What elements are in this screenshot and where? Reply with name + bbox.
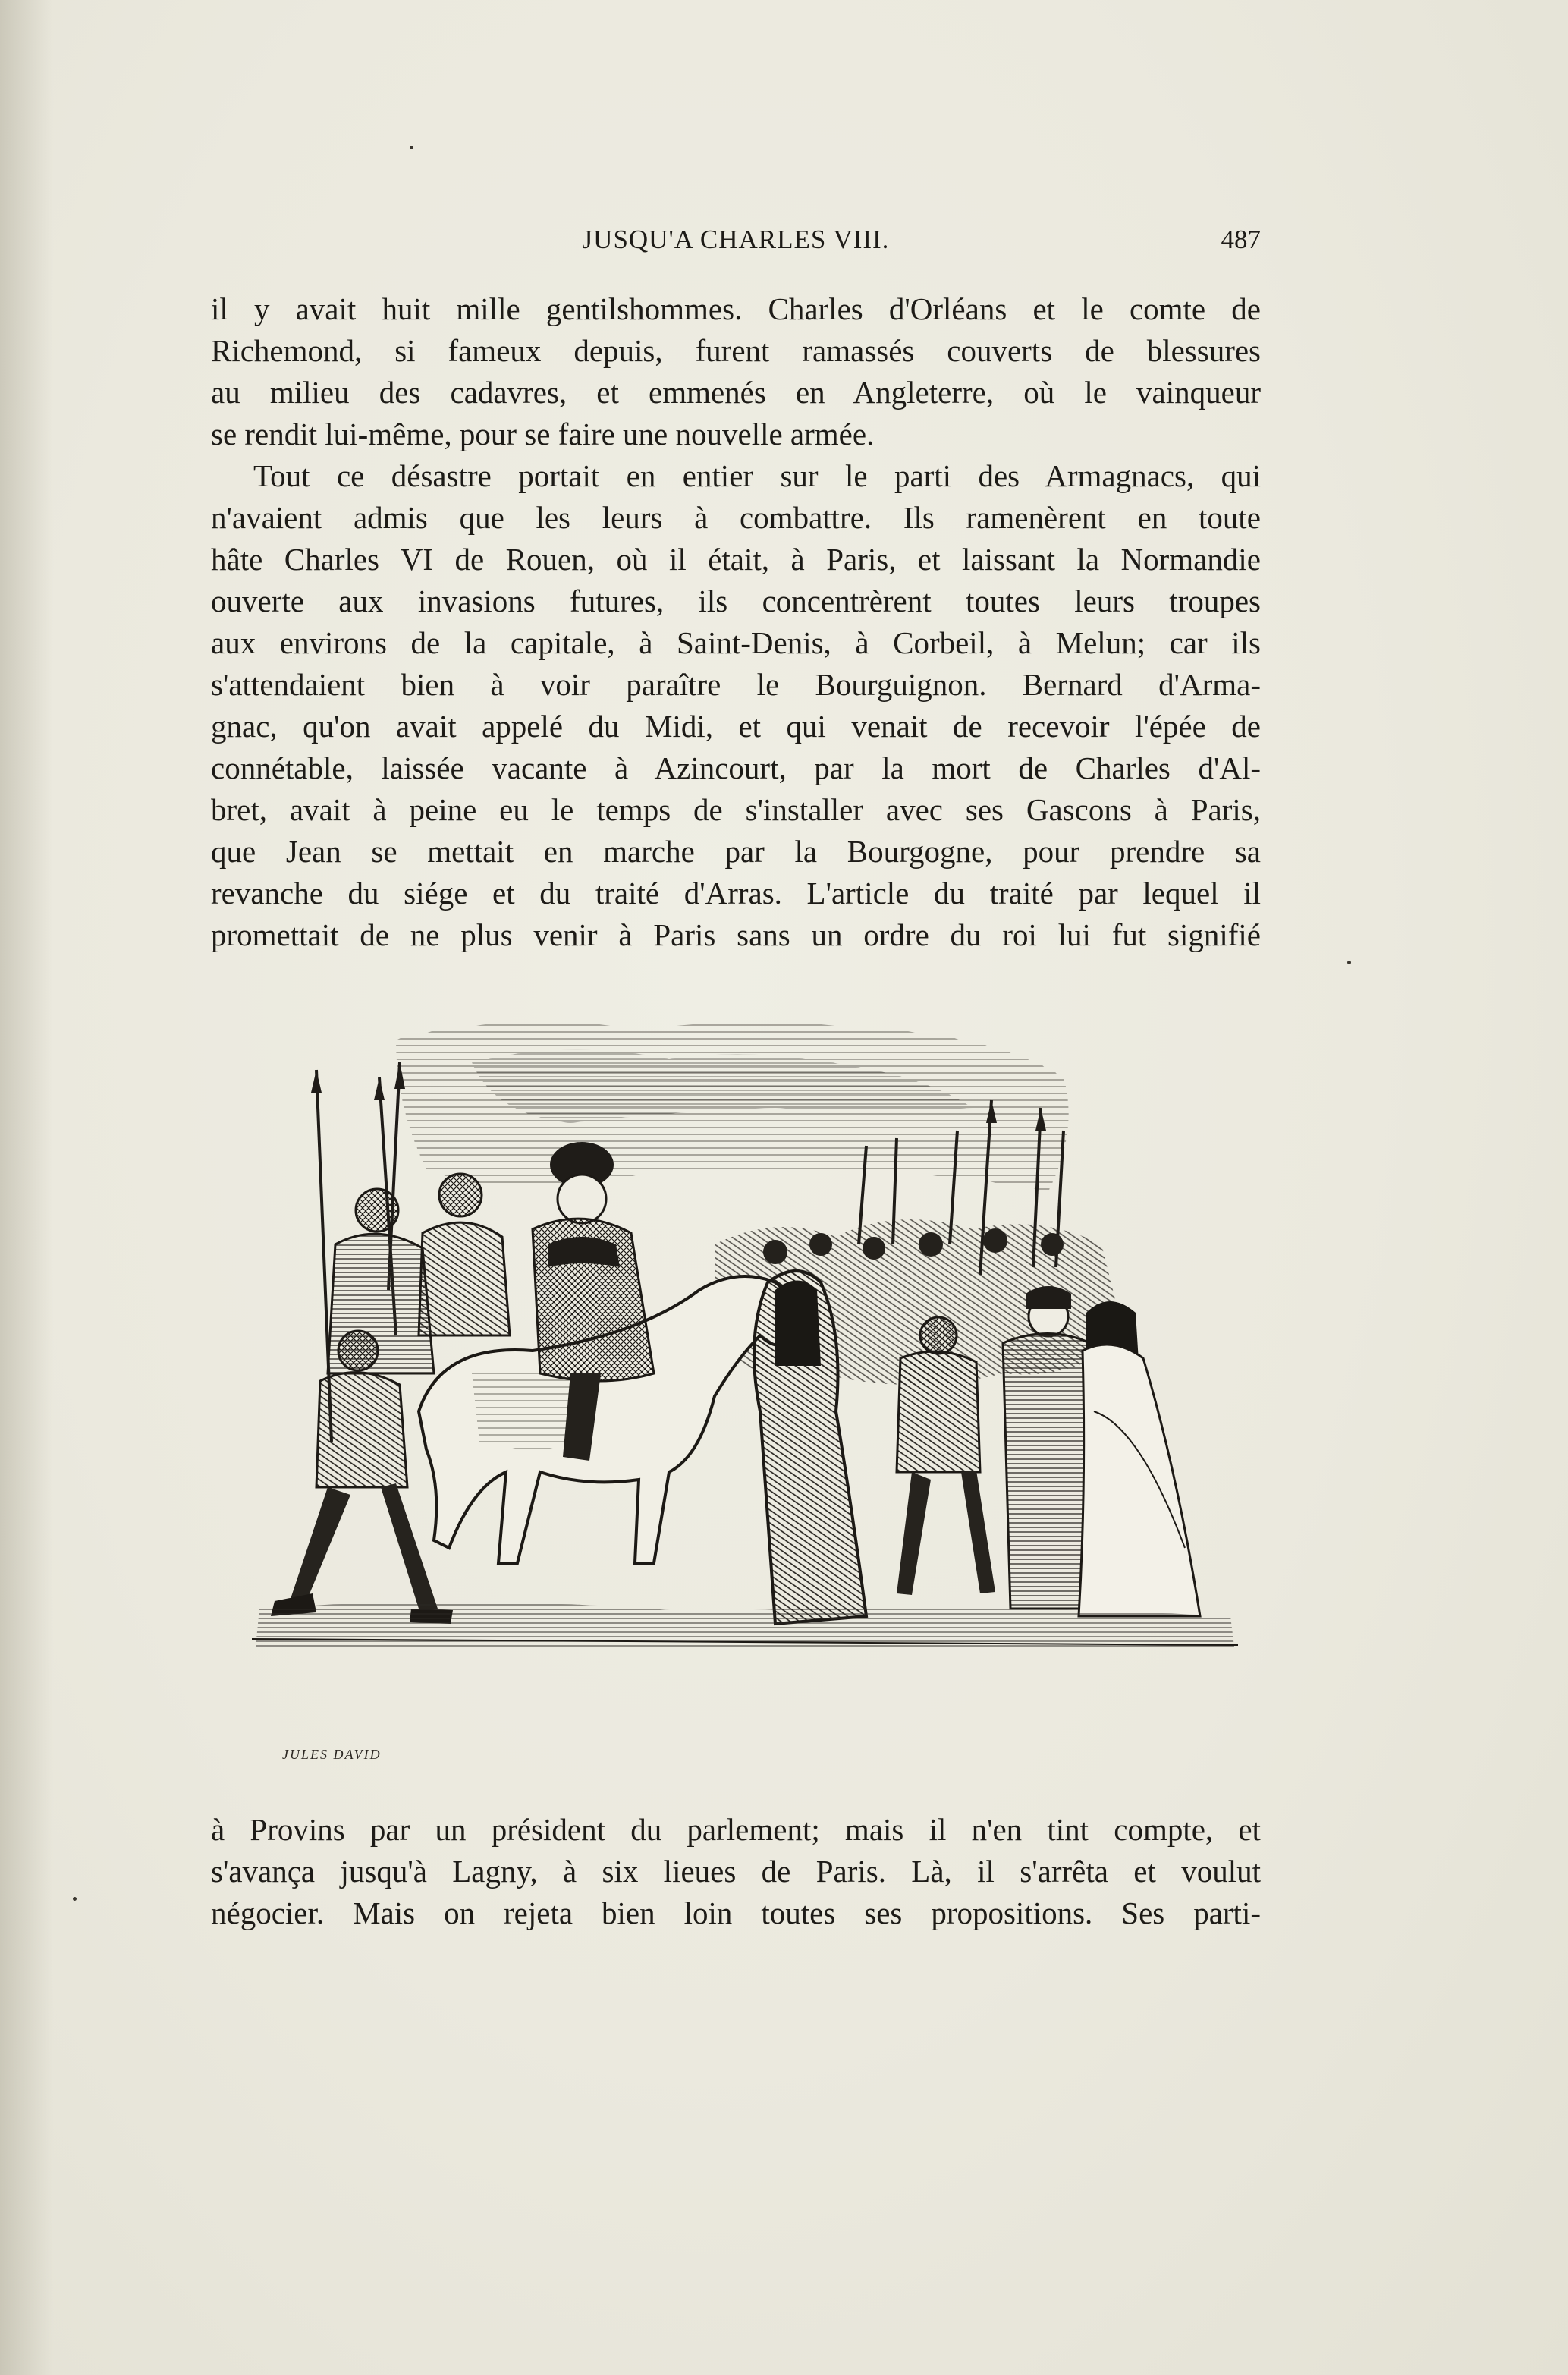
text-line: revanche du siége et du traité d'Arras. L'article du traité par lequel il (211, 876, 1261, 911)
paper-speck (410, 146, 413, 149)
engraving-illustration (244, 1017, 1249, 1776)
text-line: à Provins par un président du parlement; mais il n'en tint compte, et (211, 1812, 1261, 1847)
text-line: au milieu des cadavres, et emmenés en Angleterre, où le vainqueur (211, 375, 1261, 410)
paper-speck (73, 1897, 77, 1901)
text-line: il y avait huit mille gentilshommes. Charles d'Orléans et le comte de (211, 291, 1261, 326)
engraving-signature: JULES DAVID (282, 1747, 382, 1762)
page-number: 487 (1221, 225, 1261, 254)
text-line: Tout ce désastre portait en entier sur le parti des Armagnacs, qui (253, 458, 1261, 493)
text-line: s'avança jusqu'à Lagny, à six lieues de Paris. Là, il s'arrêta et voulut (211, 1854, 1261, 1889)
text-line: se rendit lui-même, pour se faire une nouvelle armée. (211, 417, 875, 451)
text-line: gnac, qu'on avait appelé du Midi, et qui venait de recevoir l'épée de (211, 709, 1261, 744)
text-line: ouverte aux invasions futures, ils concentrèrent toutes leurs troupes (211, 584, 1261, 618)
text-line: que Jean se mettait en marche par la Bourgogne, pour prendre sa (211, 834, 1261, 869)
body-text-upper (211, 288, 1261, 956)
text-line: s'attendaient bien à voir paraître le Bourguignon. Bernard d'Arma- (211, 667, 1261, 702)
procession-engraving (244, 1017, 1249, 1776)
text-line: hâte Charles VI de Rouen, où il était, à Paris, et laissant la Normandie (211, 542, 1261, 577)
text-line: n'avaient admis que les leurs à combattre. Ils ramenèrent en toute (211, 500, 1261, 535)
text-line: aux environs de la capitale, à Saint-Denis, à Corbeil, à Melun; car ils (211, 625, 1261, 660)
running-header (211, 225, 1261, 263)
paper-speck (1347, 961, 1351, 964)
binding-shadow (0, 0, 53, 2375)
text-line: promettait de ne plus venir à Paris sans un ordre du roi lui fut signifié (211, 917, 1261, 952)
text-line: Richemond, si fameux depuis, furent ramassés couverts de blessures (211, 333, 1261, 368)
body-text-lower (211, 1809, 1261, 1934)
text-line: bret, avait à peine eu le temps de s'installer avec ses Gascons à Paris, (211, 792, 1261, 827)
text-line: négocier. Mais on rejeta bien loin toutes ses propositions. Ses parti- (211, 1895, 1261, 1930)
text-line: connétable, laissée vacante à Azincourt, par la mort de Charles d'Al- (211, 750, 1261, 785)
running-title: JUSQU'A CHARLES VIII. (582, 225, 890, 254)
